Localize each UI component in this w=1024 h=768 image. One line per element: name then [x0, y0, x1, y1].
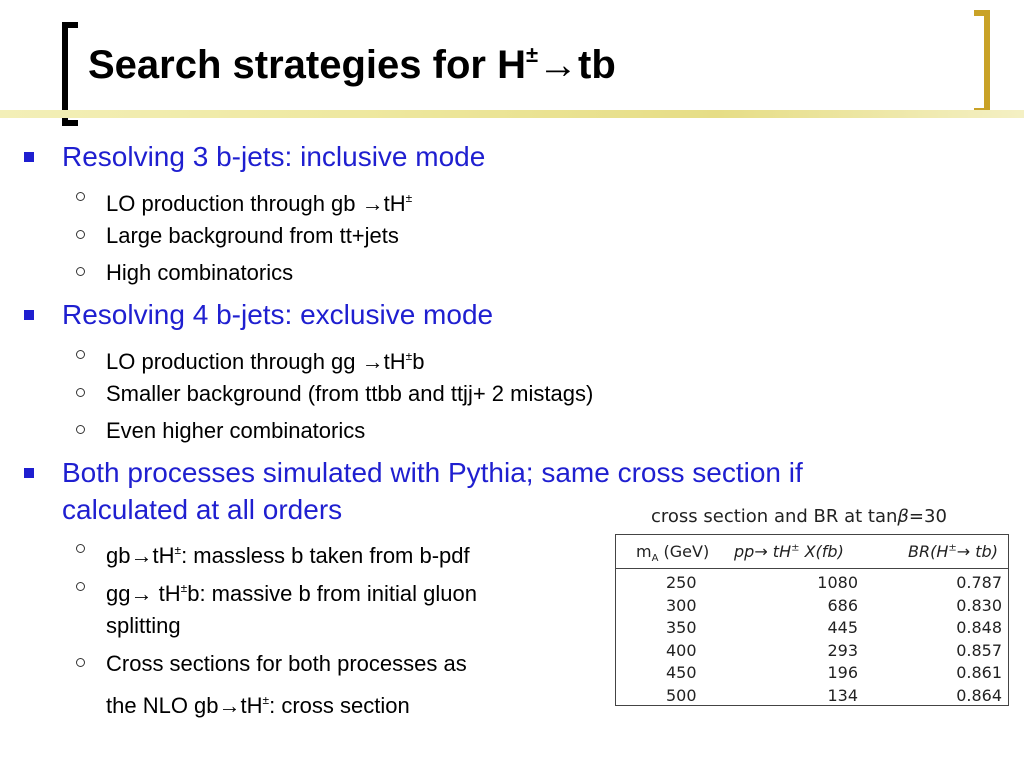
sub-bullet-high-combinatorics: High combinatorics — [106, 259, 293, 287]
bullet-exclusive-mode: Resolving 4 b-jets: exclusive mode — [62, 298, 493, 332]
square-bullet-icon — [24, 152, 34, 162]
circle-bullet-icon — [76, 192, 85, 201]
table-row: 400 293 0.857 — [666, 640, 1002, 660]
sub-bullet-cross-sections: Cross sections for both processes as — [106, 650, 467, 678]
table-row: 300 686 0.830 — [666, 595, 1002, 615]
table-row: 350 445 0.848 — [666, 618, 1002, 637]
circle-bullet-icon — [76, 658, 85, 667]
circle-bullet-icon — [76, 425, 85, 434]
sub-bullet-large-background: Large background from tt+jets — [106, 222, 399, 250]
table-row: 500 134 0.864 — [666, 685, 1002, 705]
sub-bullet-gg-massive-line2: splitting — [106, 613, 181, 638]
header-mass: $m_A$ (GeV) — [636, 542, 710, 565]
circle-bullet-icon — [76, 388, 85, 397]
square-bullet-icon — [24, 468, 34, 478]
circle-bullet-icon — [76, 267, 85, 276]
sub-bullet-cross-sections-line2: the NLO gb→tH±: cross section — [106, 693, 410, 718]
header-branching-ratio: BR(H±→ tb) — [908, 542, 998, 561]
bullet-pythia-processes-line2: calculated at all orders — [62, 494, 343, 525]
circle-bullet-icon — [76, 350, 85, 359]
table-header-row — [616, 535, 1008, 569]
circle-bullet-icon — [76, 544, 85, 553]
sub-bullet-gg-massive: gg→ tH±b: massive b from initial gluon — [106, 574, 477, 608]
square-bullet-icon — [24, 310, 34, 320]
table-row: 250 1080 0.787 — [666, 573, 1002, 592]
circle-bullet-icon — [76, 582, 85, 591]
header-cross-section: pp→ tH± X(fb) — [734, 542, 844, 561]
bullet-inclusive-mode: Resolving 3 b-jets: inclusive mode — [62, 140, 485, 174]
sub-bullet-lo-gb: LO production through gb →tH± — [106, 184, 412, 218]
table-caption: cross section and BR at tanβ=30 — [651, 506, 947, 527]
cross-section-table — [615, 534, 1009, 706]
table-body — [616, 571, 1008, 706]
circle-bullet-icon — [76, 230, 85, 239]
table-row: 450 196 0.861 — [666, 663, 1002, 682]
sub-bullet-smaller-background: Smaller background (from ttbb and ttjj+ 2 mistags) — [106, 380, 593, 408]
sub-bullet-lo-gg: LO production through gg →tH±b — [106, 342, 424, 376]
sub-bullet-gb-massless: gb→tH±: massless b taken from b-pdf — [106, 536, 470, 570]
slide-title: Search strategies for H±→tb — [88, 42, 616, 87]
sub-bullet-even-higher: Even higher combinatorics — [106, 417, 365, 445]
bullet-pythia-processes: Both processes simulated with Pythia; same cross section if — [62, 456, 803, 490]
